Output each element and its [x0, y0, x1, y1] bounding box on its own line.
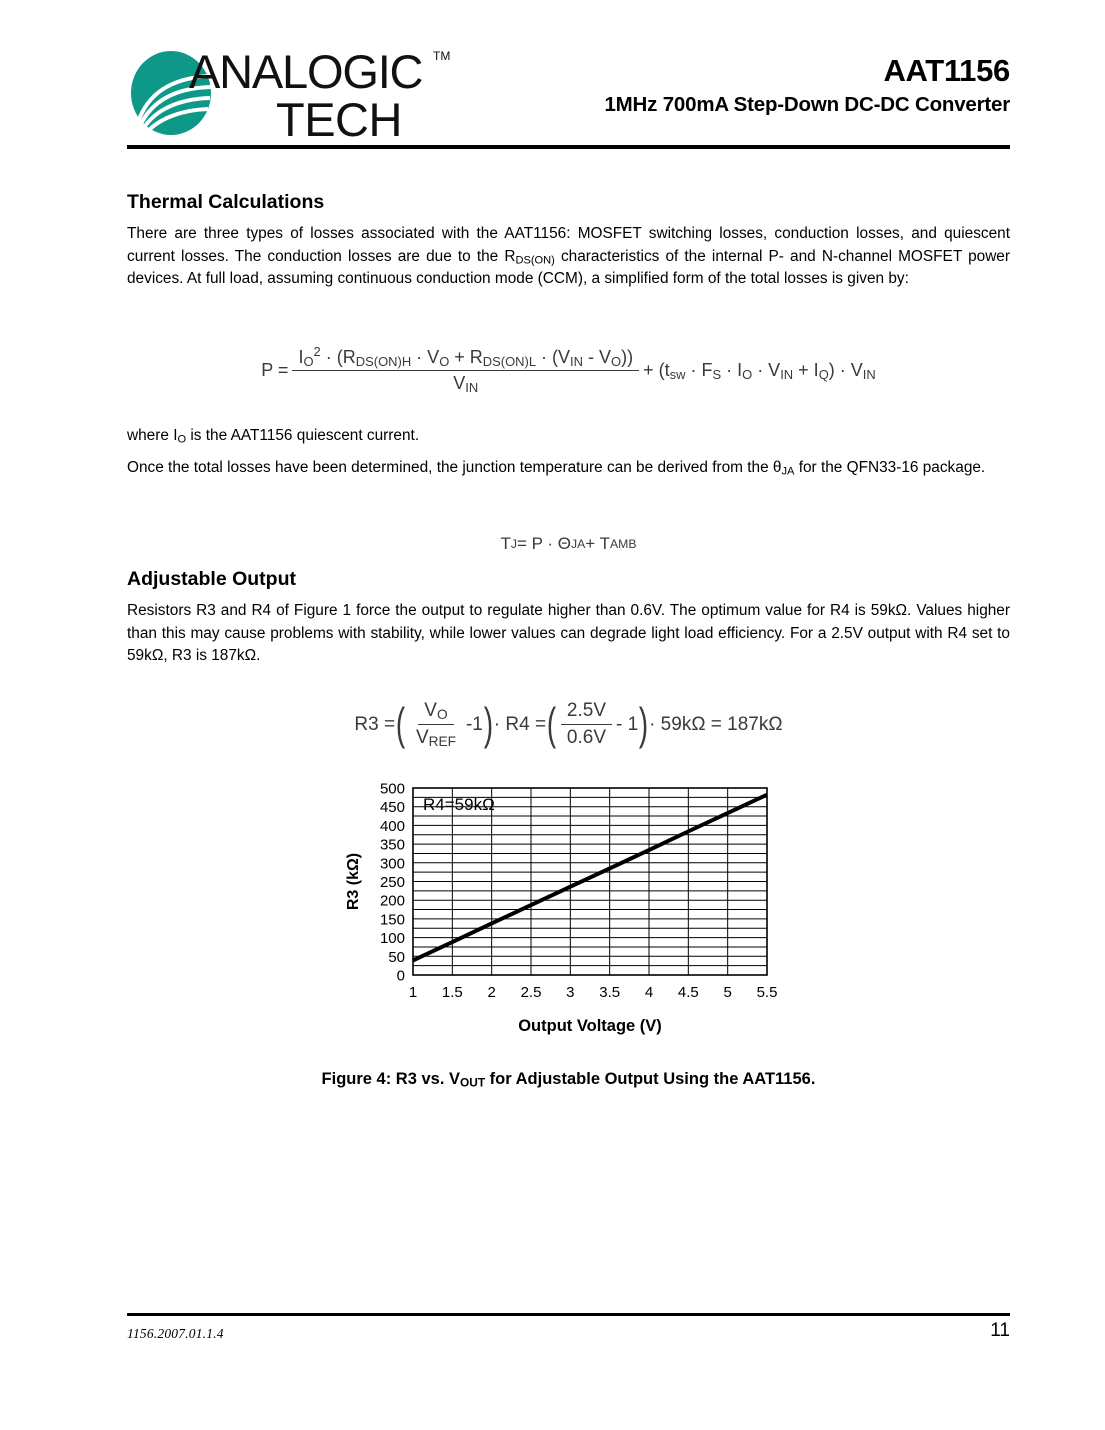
- eq-r3-mid: · R4 =: [493, 713, 547, 735]
- eq-r3-minus-one-b: - 1: [616, 713, 639, 735]
- equation-r3: [127, 700, 1010, 749]
- eq-tj-mid: = P · Θ: [516, 534, 571, 553]
- document-title-block: [604, 52, 1010, 118]
- frac1-num-v: V: [424, 700, 437, 721]
- rhs-vin-sub2: IN: [862, 366, 876, 382]
- junction-theta-sub: JA: [781, 465, 795, 478]
- y-axis-tick-label: 250: [379, 874, 405, 891]
- eq-r3-fraction-2: [561, 700, 612, 749]
- num-vin-sub: IN: [570, 353, 584, 369]
- header-divider: [127, 145, 1010, 149]
- paragraph-where-iq: [127, 425, 1010, 448]
- logo-word-tech: TECH: [276, 93, 402, 142]
- num-vo-sub2: O: [611, 353, 622, 369]
- thermal-text-part1: There are three types of losses associated with the AAT1156: MOSFET switching losses, conduction losses, and quiescent current losses. The conduction losses are due to the R: [127, 225, 1010, 265]
- figure-4-container: [127, 775, 1010, 1045]
- footer-divider: [127, 1313, 1010, 1316]
- rhs-io-sub: O: [742, 366, 753, 382]
- eq-r3-frac1-den: [410, 725, 462, 749]
- den-v: V: [453, 373, 466, 393]
- heading-thermal-calculations: Thermal Calculations: [127, 191, 325, 213]
- where-iq-sub: O: [177, 433, 187, 446]
- x-axis-tick-label: 3: [566, 984, 575, 1001]
- chart-r3-vs-vout: [127, 775, 1010, 1045]
- x-axis-tick-label: 2.5: [520, 984, 542, 1001]
- eq-r3-tail: · 59kΩ = 187kΩ: [649, 713, 783, 735]
- x-axis-tick-label: 2: [487, 984, 496, 1001]
- frac1-den-v: V: [415, 727, 429, 748]
- num-rdsonh-sub: DS(ON)H: [355, 353, 412, 369]
- y-axis-tick-label: 300: [379, 855, 405, 873]
- note-quiescent-current: [127, 425, 1010, 461]
- num-dot2: · (V: [536, 347, 571, 367]
- eq-r3-frac2-num: 2.5V: [561, 700, 612, 725]
- eq-power-numerator: [292, 343, 639, 371]
- analogic-tech-wordmark: [189, 44, 469, 142]
- rhs-dot-f: · F: [685, 360, 713, 380]
- x-axis-tick-label: 3.5: [599, 984, 621, 1001]
- y-axis-tick-label: 0: [396, 967, 405, 985]
- x-axis-tick-label: 5: [723, 984, 732, 1001]
- page-footer: [127, 1320, 1010, 1352]
- y-axis-tick-label: 150: [379, 911, 405, 929]
- y-axis-tick-label: 450: [379, 799, 405, 817]
- open-paren-2: (: [546, 700, 557, 750]
- rhs-dot-v: · V: [752, 360, 781, 380]
- document-id: 1156.2007.01.1.4: [127, 1326, 224, 1341]
- open-paren-1: (: [395, 700, 406, 750]
- eq-power-lhs: P =: [261, 360, 289, 380]
- rhs-fs-sub: S: [712, 366, 722, 382]
- figure-caption: [127, 1068, 1010, 1090]
- page-number: 11: [990, 1320, 1010, 1341]
- rdson-subscript: DS(ON): [515, 254, 555, 267]
- x-axis-tick-label: 5.5: [756, 984, 778, 1001]
- where-text-b: is the AAT1156 quiescent current.: [186, 427, 420, 444]
- caption-text-a: Figure 4: R3 vs. V: [321, 1070, 461, 1088]
- paragraph-junction-temp: [127, 457, 1010, 480]
- company-logo: [127, 42, 457, 142]
- num-plus-r: + R: [449, 347, 483, 367]
- where-text-a: where I: [127, 427, 178, 444]
- x-axis-tick-label: 4.5: [677, 984, 699, 1001]
- heading-adjustable-output: Adjustable Output: [127, 568, 296, 590]
- junction-text-a: Once the total losses have been determined, the junction temperature can be derived from the θ: [127, 459, 782, 476]
- y-axis-tick-label: 400: [379, 817, 405, 835]
- rhs-dot-i: · I: [721, 360, 743, 380]
- y-axis-tick-label: 500: [379, 780, 405, 798]
- num-io-sup: 2: [313, 343, 321, 359]
- y-axis-tick-label: 350: [379, 836, 405, 854]
- paragraph-thermal-intro: [127, 223, 1010, 291]
- x-axis-tick-label: 1.5: [441, 984, 463, 1001]
- chart-annotation-r4-value: R4=59kΩ: [423, 795, 495, 814]
- rhs-tsw-sub: sw: [669, 366, 686, 382]
- num-minus-v: - V: [583, 347, 612, 367]
- paragraph-adjustable-output: Resistors R3 and R4 of Figure 1 force the output to regulate higher than 0.6V. The optimum value for R4 is 59kΩ. Values higher than this may cause problems with stability, while lower values can degrade light load efficiency. For a 2.5V output with R4 set to 59kΩ, R3 is 187kΩ.: [127, 602, 1010, 665]
- frac1-den-sub: REF: [428, 734, 456, 749]
- rhs-iq-sub: Q: [818, 366, 829, 382]
- frac1-num-sub: O: [436, 707, 448, 722]
- num-dot-vo: · V: [411, 347, 440, 367]
- caption-text-b: for Adjustable Output Using the AAT1156.: [485, 1070, 816, 1088]
- num-vo-sub: O: [439, 353, 450, 369]
- logo-trademark: TM: [433, 49, 451, 63]
- x-axis-tick-label: 1: [408, 984, 418, 1001]
- num-rdsonl-sub: DS(ON)L: [482, 353, 537, 369]
- eq-r3-frac2-den: 0.6V: [566, 727, 607, 748]
- eq-r3-fraction-1: [410, 700, 462, 749]
- junction-text-b: for the QFN33-16 package.: [794, 459, 986, 476]
- eq-power-denominator: [447, 371, 484, 394]
- y-axis-tick-label: 200: [379, 892, 405, 910]
- close-paren-2: ): [639, 700, 649, 750]
- eq-tj-plus: + T: [585, 534, 611, 553]
- y-axis-title: R3 (kΩ): [345, 852, 362, 911]
- logo-word-analogic: ANALOGIC: [189, 45, 423, 98]
- eq-r3-frac1-num: [418, 700, 453, 725]
- num-mid: · (R: [320, 347, 356, 367]
- den-v-sub: IN: [465, 379, 479, 395]
- equation-junction-temperature: T J = P · Θ JA + T AMB: [500, 534, 637, 553]
- rhs-plus-i: + I: [793, 360, 819, 380]
- eq-power-fraction: [292, 343, 639, 395]
- close-paren-1: ): [483, 700, 493, 750]
- rhs-close-dot-v: ) · V: [828, 360, 863, 380]
- page-header: [127, 42, 1010, 142]
- x-axis-tick-label: 4: [644, 984, 654, 1001]
- y-axis-tick-label: 100: [379, 930, 405, 948]
- eq-r3-lhs: R3 =: [354, 713, 396, 735]
- eq-tj-t: T: [500, 534, 511, 553]
- eq-power-rhs: [643, 360, 876, 381]
- y-axis-tick-label: 50: [388, 948, 405, 966]
- num-io: I: [298, 347, 304, 367]
- eq-r3-minus-one-a: -1: [465, 713, 483, 735]
- note-junction-temperature: [127, 457, 1010, 493]
- num-close: )): [621, 347, 634, 367]
- section-adjustable-output: [127, 567, 1010, 668]
- part-subtitle: 1MHz 700mA Step-Down DC-DC Converter: [604, 93, 1010, 116]
- part-number: AAT1156: [883, 53, 1010, 88]
- x-axis-title: Output Voltage (V): [518, 1017, 662, 1035]
- thermal-text-part2: characteristics of the internal P- and N-channel MOSFET power devices. At full load, assuming continuous conduction mode (CCM), a simplified form of the total losses is given by:: [127, 247, 1010, 288]
- rhs-vin-sub: IN: [780, 366, 794, 382]
- equation-power-loss: [127, 343, 1010, 395]
- rhs-open: + (t: [643, 360, 670, 380]
- num-io-sub: O: [303, 353, 314, 369]
- caption-vout-sub: OUT: [460, 1075, 486, 1090]
- main-content: [127, 190, 1010, 304]
